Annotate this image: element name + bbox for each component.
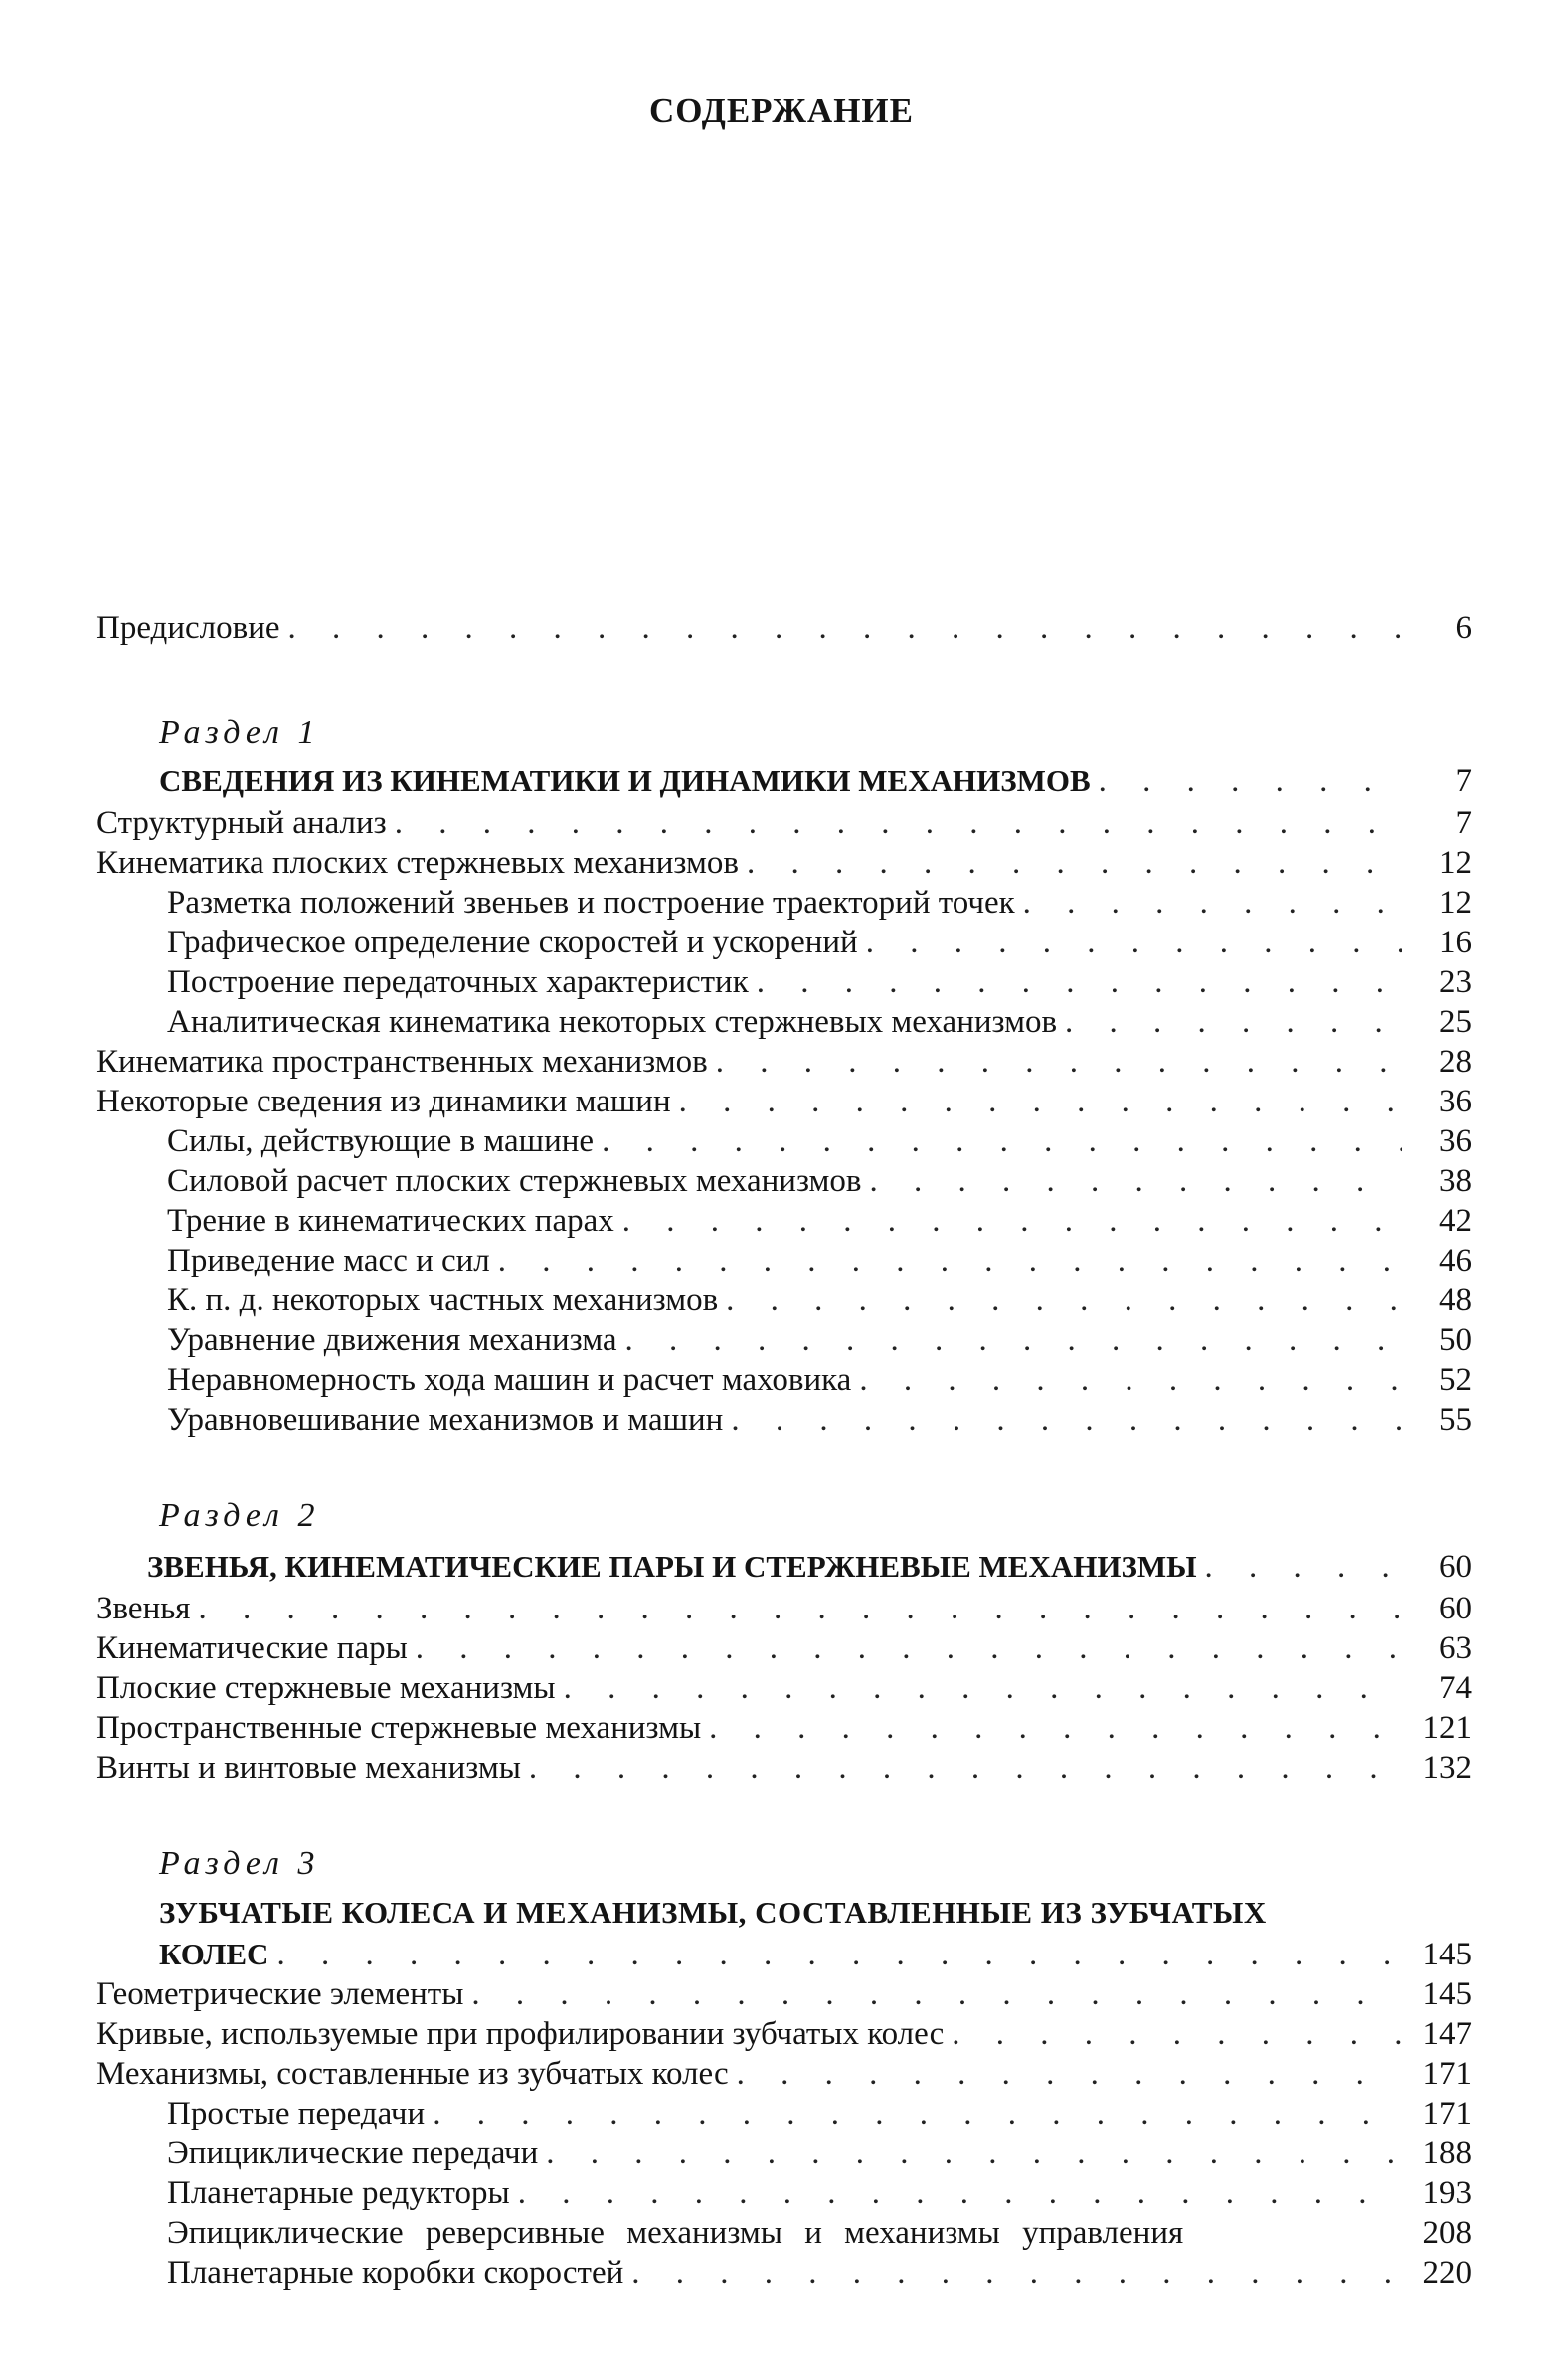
- toc-page-number: 23: [1439, 964, 1472, 1000]
- toc-page-number: 38: [1439, 1163, 1472, 1199]
- toc-subentry: [167, 1360, 1472, 1400]
- leader-dots: [602, 1121, 1402, 1161]
- toc-entry-label: Звенья: [96, 1591, 191, 1626]
- toc-entry-label: Кинематика пространственных механизмов: [96, 1044, 708, 1080]
- toc-entry-label: Эпициклические передачи: [167, 2135, 539, 2171]
- toc-entry: [96, 2014, 1472, 2054]
- toc-subentry: [167, 2094, 1472, 2133]
- leader-dots: [709, 1708, 1402, 1748]
- toc-subentry: [167, 2253, 1472, 2293]
- section-heading-line1: ЗУБЧАТЫЕ КОЛЕСА И МЕХАНИЗМЫ, СОСТАВЛЕННЫЕ ИЗ ЗУБЧАТЫХ: [159, 1895, 1267, 1930]
- toc-page-number: 28: [1439, 1044, 1472, 1080]
- toc-entry-label: Структурный анализ: [96, 805, 387, 841]
- toc-entry-label: Неравномерность хода машин и расчет маховика: [167, 1362, 852, 1398]
- section-label: Раздел 3: [159, 1845, 320, 1882]
- toc-subentry: [167, 923, 1472, 962]
- toc-page-number: 12: [1439, 885, 1472, 921]
- leader-dots: [416, 1628, 1402, 1668]
- leader-dots: [726, 1280, 1402, 1320]
- toc-subentry: [167, 1280, 1472, 1320]
- leader-dots: [716, 1042, 1402, 1082]
- leader-dots: [757, 962, 1402, 1002]
- toc-entry: [96, 803, 1472, 843]
- toc-subentry: [167, 1002, 1472, 1042]
- leader-dots: [1099, 762, 1402, 801]
- toc-page-number: 220: [1422, 2255, 1472, 2291]
- section-heading: [159, 762, 1472, 801]
- toc-page-number: 52: [1439, 1362, 1472, 1398]
- leader-dots: [1065, 1002, 1402, 1042]
- toc-subentry: [167, 1320, 1472, 1360]
- toc-subentry: [167, 1161, 1472, 1201]
- leader-dots: [625, 1320, 1402, 1360]
- leader-dots: [288, 608, 1403, 648]
- toc-entry: [96, 1628, 1472, 1668]
- leader-dots: [564, 1668, 1402, 1708]
- leader-dots: [869, 1161, 1402, 1201]
- toc-page-number: 6: [1455, 610, 1472, 646]
- toc-page-number: 48: [1439, 1282, 1472, 1318]
- toc-entry-label: Винты и винтовые механизмы: [96, 1750, 521, 1785]
- toc-page-number: 171: [1422, 2096, 1472, 2131]
- toc-entry-label: Аналитическая кинематика некоторых стержневых механизмов: [167, 1004, 1058, 1040]
- toc-entry: [96, 1082, 1472, 1121]
- toc-entry: [96, 1589, 1472, 1628]
- toc-entry-label: Эпициклические реверсивные механизмы и механизмы управления: [167, 2215, 1184, 2251]
- toc-entry-label: Простые передачи: [167, 2096, 426, 2131]
- page-title: СОДЕРЖАНИЕ: [648, 91, 914, 130]
- toc-page-number: 132: [1422, 1750, 1472, 1785]
- leader-dots: [198, 1589, 1402, 1628]
- leader-dots: [471, 1974, 1402, 2014]
- leader-dots: [622, 1201, 1402, 1241]
- leader-dots: [529, 1748, 1402, 1787]
- toc-subentry: [167, 1121, 1472, 1161]
- toc-page-number: 74: [1439, 1670, 1472, 1706]
- leader-dots: [866, 923, 1402, 962]
- toc-page-number: 50: [1439, 1322, 1472, 1358]
- toc-entry-label: Пространственные стержневые механизмы: [96, 1710, 702, 1746]
- toc-page-number: 7: [1455, 764, 1472, 799]
- toc-entry-label: Построение передаточных характеристик: [167, 964, 749, 1000]
- toc-page-number: 63: [1439, 1630, 1472, 1666]
- toc-page-number: 147: [1422, 2016, 1472, 2052]
- leader-dots: [1205, 1547, 1402, 1587]
- toc-subentry: [167, 1241, 1472, 1280]
- toc-page-number: 55: [1439, 1402, 1472, 1438]
- toc-page-number: 60: [1439, 1591, 1472, 1626]
- toc-subentry: [167, 1201, 1472, 1241]
- toc-page-number: 171: [1422, 2056, 1472, 2092]
- section-heading-label: КОЛЕС: [159, 1937, 269, 1971]
- toc-entry-label: Уравнение движения механизма: [167, 1322, 617, 1358]
- toc-page-number: 42: [1439, 1203, 1472, 1239]
- toc-page-number: 46: [1439, 1243, 1472, 1278]
- toc-page-number: 145: [1422, 1937, 1472, 1972]
- toc-page-number: 36: [1439, 1123, 1472, 1159]
- leader-dots: [518, 2173, 1402, 2213]
- toc-entry-label: Геометрические элементы: [96, 1976, 464, 2012]
- toc-page-number: 60: [1439, 1549, 1472, 1585]
- toc-entry-label: Плоские стержневые механизмы: [96, 1670, 556, 1706]
- section-heading: [159, 1935, 1472, 1974]
- toc-entry-label: Планетарные коробки скоростей: [167, 2255, 624, 2291]
- toc-entry-label: Уравновешивание механизмов и машин: [167, 1402, 724, 1438]
- toc-subentry: [167, 883, 1472, 923]
- toc-subentry: [167, 2213, 1472, 2253]
- leader-dots: [395, 803, 1402, 843]
- toc-page-number: 16: [1439, 925, 1472, 960]
- toc-entry: [96, 843, 1472, 883]
- toc-entry: [96, 1748, 1472, 1787]
- toc-subentry: [167, 1400, 1472, 1440]
- toc-entry-label: Силовой расчет плоских стержневых механизмов: [167, 1163, 862, 1199]
- toc-entry-label: Кривые, используемые при профилировании зубчатых колес: [96, 2016, 945, 2052]
- leader-dots: [859, 1360, 1402, 1400]
- toc-entry-preface: [96, 608, 1472, 648]
- toc-page-number: 145: [1422, 1976, 1472, 2012]
- toc-entry: [96, 2054, 1472, 2094]
- toc-page-number: 36: [1439, 1084, 1472, 1119]
- toc-entry-label: Планетарные редукторы: [167, 2175, 510, 2211]
- toc-entry-label: Кинематические пары: [96, 1630, 408, 1666]
- toc-entry: [96, 1974, 1472, 2014]
- toc-page-number: 121: [1422, 1710, 1472, 1746]
- toc-entry-label: Приведение масс и сил: [167, 1243, 490, 1278]
- section-heading-label: СВЕДЕНИЯ ИЗ КИНЕМАТИКИ И ДИНАМИКИ МЕХАНИЗМОВ: [159, 764, 1091, 798]
- toc-subentry: [167, 2133, 1472, 2173]
- toc-entry: [96, 1708, 1472, 1748]
- toc-entry-label: Графическое определение скоростей и ускорений: [167, 925, 858, 960]
- toc-entry-label: Разметка положений звеньев и построение траекторий точек: [167, 885, 1015, 921]
- leader-dots: [679, 1082, 1402, 1121]
- toc-entry-label: Механизмы, составленные из зубчатых колес: [96, 2056, 729, 2092]
- toc-entry-label: Предисловие: [96, 610, 280, 646]
- toc-entry: [96, 1668, 1472, 1708]
- leader-dots: [747, 843, 1402, 883]
- toc-page-number: 7: [1455, 805, 1472, 841]
- toc-entry-label: Кинематика плоских стержневых механизмов: [96, 845, 739, 881]
- toc-page-number: 25: [1439, 1004, 1472, 1040]
- section-label: Раздел 2: [159, 1497, 320, 1534]
- leader-dots: [1023, 883, 1402, 923]
- leader-dots: [731, 1400, 1402, 1440]
- section-label: Раздел 1: [159, 714, 320, 751]
- toc-page-number: 193: [1422, 2175, 1472, 2211]
- leader-dots: [737, 2054, 1402, 2094]
- toc-entry-label: Силы, действующие в машине: [167, 1123, 595, 1159]
- leader-dots: [433, 2094, 1402, 2133]
- section-heading: [147, 1547, 1472, 1587]
- toc-subentry: [167, 2173, 1472, 2213]
- section-heading-label: ЗВЕНЬЯ, КИНЕМАТИЧЕСКИЕ ПАРЫ И СТЕРЖНЕВЫЕ МЕХАНИЗМЫ: [147, 1549, 1197, 1584]
- leader-dots: [498, 1241, 1402, 1280]
- leader-dots: [631, 2253, 1402, 2293]
- leader-dots: [276, 1935, 1402, 1974]
- toc-page-number: 208: [1422, 2215, 1472, 2251]
- toc-entry: [96, 1042, 1472, 1082]
- toc-entry-label: К. п. д. некоторых частных механизмов: [167, 1282, 719, 1318]
- leader-dots: [952, 2014, 1402, 2054]
- toc-entry-label: Некоторые сведения из динамики машин: [96, 1084, 671, 1119]
- toc-page-number: 12: [1439, 845, 1472, 881]
- toc-page-number: 188: [1422, 2135, 1472, 2171]
- leader-dots: [546, 2133, 1402, 2173]
- toc-entry-label: Трение в кинематических парах: [167, 1203, 614, 1239]
- toc-subentry: [167, 962, 1472, 1002]
